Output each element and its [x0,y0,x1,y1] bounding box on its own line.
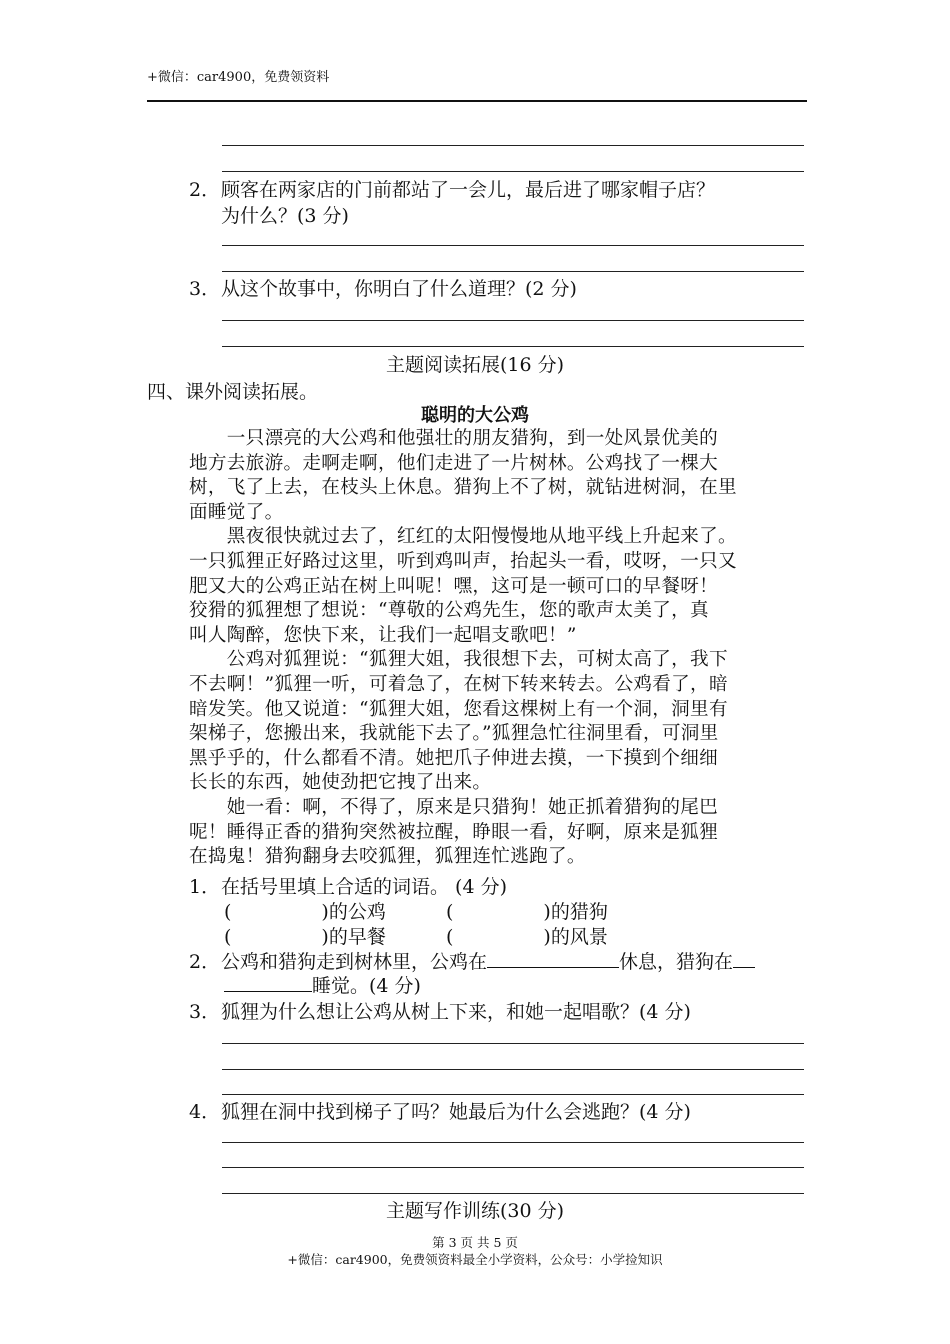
passage-line: 一只漂亮的大公鸡和他强壮的朋友猎狗，到一处风景优美的 [189,428,719,449]
question-number: 3． [189,1001,221,1023]
passage-line: 公鸡对狐狸说：“狐狸大姐，我很想下去，可树太高了，我下 [189,649,728,671]
question-4 [189,1097,691,1124]
question-text: 顾客在两家店的门前都站了一会儿，最后进了哪家帽子店？ [221,179,716,201]
passage-line: 暗发笑。他又说道：“狐狸大姐，您看这棵树上有一个洞，洞里有 [189,698,728,720]
question-2-cont: 睡觉。(4 分) [224,971,421,998]
passage-line: 黑夜很快就过去了，红红的太阳慢慢地从地平线上升起来了。 [189,526,737,548]
answer-line [222,1069,804,1070]
passage-line: 狡猾的狐狸想了想说：“尊敬的公鸡先生，您的歌声太美了，真 [189,600,709,622]
answer-line [222,346,804,347]
passage-line: 一只狐狸正好路过这里，听到鸡叫声，抬起头一看，哎呀，一只又 [189,551,737,572]
fill-blank[interactable] [224,973,312,992]
answer-line [222,1167,804,1168]
passage-line: 肥又大的公鸡正站在树上叫呢！嘿，这可是一顿可口的早餐呀！ [189,575,719,597]
question-text: 狐狸在洞中找到梯子了吗？她最后为什么会逃跑？(4 分) [221,1101,691,1123]
question-3 [189,274,577,301]
passage-line: 在捣鬼！猎狗翻身去咬狐狸，狐狸连忙逃跑了。 [189,846,586,868]
answer-line [222,271,804,272]
question-2-cont: 为什么？(3 分) [221,205,349,227]
fill-blank-item: ( )的早餐 [224,926,386,948]
section-title-reading: 主题阅读拓展(16 分) [385,354,565,376]
question-number: 1． [189,876,221,898]
passage-line: 树，飞了上去，在枝头上休息。猎狗上不了树，就钻进树洞，在里 [189,477,737,499]
answer-line [222,245,804,246]
footer-note: +微信：car4900，免费领资料最全小学资料，公众号：小学捡知识 [287,1252,663,1267]
part-heading: 四、课外阅读拓展。 [147,381,319,403]
answer-line [222,1043,804,1044]
passage-line: 地方去旅游。走啊走啊，他们走进了一片树林。公鸡找了一棵大 [189,452,719,474]
answer-line [222,145,804,146]
fill-blank-item: ( )的风景 [446,926,608,948]
passage-line: 呢！睡得正香的猎狗突然被拉醒，睁眼一看，好啊，原来是狐狸 [189,821,719,843]
answer-line [222,1193,804,1194]
fill-blank[interactable] [733,949,755,968]
passage-line: 她一看：啊，不得了，原来是只猎狗！她正抓着猎狗的尾巴 [189,797,719,818]
passage-line: 面睡觉了。 [189,501,284,523]
question-2: 2．公鸡和猎狗走到树林里，公鸡在 休息，猎狗在 [189,947,755,974]
question-number: 3． [189,278,221,300]
fill-blank-item: ( )的公鸡 [224,901,386,923]
question-text: 从这个故事中，你明白了什么道理？(2 分) [221,278,577,300]
passage-title: 聪明的大公鸡 [421,405,529,426]
question-number: 2． [189,951,221,973]
fill-blank[interactable] [487,949,619,968]
passage-line: 长长的东西，她使劲把它拽了出来。 [189,772,492,794]
question-1 [189,872,507,899]
page-number: 第 3 页 共 5 页 [432,1235,518,1250]
passage-line: 叫人陶醉，您快下来，让我们一起唱支歌吧！” [189,624,577,646]
question-number: 2． [189,179,221,201]
header-divider [147,100,807,102]
fill-blank-item: ( )的猎狗 [446,901,608,923]
question-number: 4． [189,1101,221,1123]
passage-line: 不去啊！”狐狸一听，可着急了，在树下转来转去。公鸡看了，暗 [189,674,728,695]
answer-line [222,1094,804,1095]
passage-line: 架梯子，您搬出来，我就能下去了。”狐狸急忙往洞里看，可洞里 [189,723,719,745]
section-title-writing: 主题写作训练(30 分) [385,1200,565,1222]
answer-line [222,1142,804,1143]
passage-line: 黑乎乎的，什么都看不清。她把爪子伸进去摸，一下摸到个细细 [189,747,719,769]
question-2 [189,175,715,202]
question-3 [189,997,691,1024]
header-note: +微信：car4900，免费领资料 [147,70,330,85]
answer-line [222,320,804,321]
question-text: 狐狸为什么想让公鸡从树上下来，和她一起唱歌？(4 分) [221,1001,691,1023]
question-text: 在括号里填上合适的词语。 (4 分) [221,876,507,898]
answer-line [222,171,804,172]
